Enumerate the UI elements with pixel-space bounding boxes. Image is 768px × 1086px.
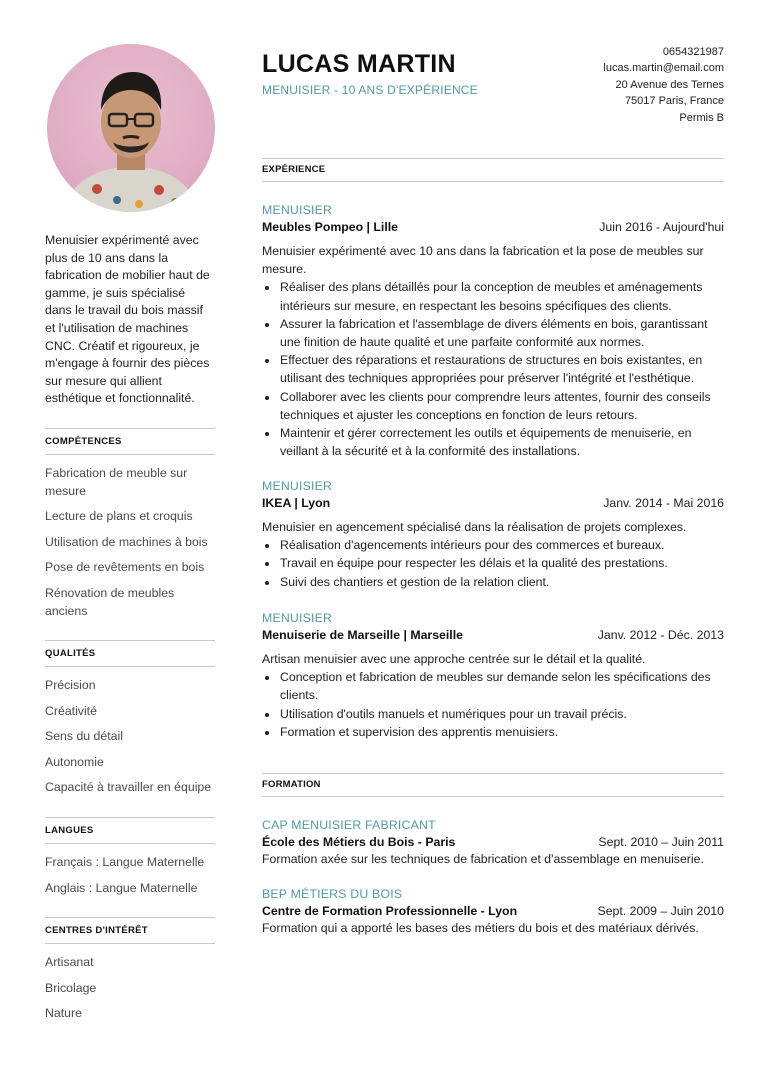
job-title: MENUISIER <box>262 611 333 625</box>
degree-title: CAP MENUISIER FABRICANT <box>262 818 436 832</box>
person-portrait-image <box>47 44 215 212</box>
list-item: • Réalisation d'agencements intérieurs pour des commerces et bureaux. <box>279 536 724 554</box>
education-description: Formation qui a apporté les bases des métiers du bois et des matériaux dérivés. <box>262 921 699 935</box>
degree-title: BEP MÉTIERS DU BOIS <box>262 887 403 901</box>
email: lucas.martin@email.com <box>603 62 724 75</box>
list-item: • Effectuer des réparations et restaurations de structures en bois existantes, en utilisant des techniques appropriées pour préserver l'intégrité et l'esthétique. <box>279 351 724 387</box>
interest-item: Bricolage <box>45 980 97 995</box>
list-item: • Utilisation d'outils manuels et numériques pour un travail précis. <box>279 705 724 723</box>
skill-item: Rénovation de meubles anciens <box>45 585 175 618</box>
job-description: Menuisier expérimenté avec 10 ans dans la fabrication et la pose de meubles sur mesure. <box>262 244 704 277</box>
experience-header <box>262 158 724 182</box>
languages-section <box>45 817 215 897</box>
job-bullets <box>262 278 724 460</box>
quality-item: Sens du détail <box>45 729 123 744</box>
skill-item: Utilisation de machines à bois <box>45 534 208 549</box>
profile-summary: Menuisier expérimenté avec plus de 10 ans dans la fabrication de mobilier haut de gamme, je suis spécialisé dans le travail du bois massif et l'utilisation de machines CNC. Créatif et rigoureux, je m'engage à fournir des pièces sur mesure qui allient esthétique et fonctionnalité. <box>45 233 210 406</box>
quality-item: Créativité <box>45 703 97 718</box>
job-dates: Janv. 2012 - Déc. 2013 <box>597 628 724 642</box>
candidate-subtitle: MENUISIER - 10 ANS D'EXPÉRIENCE <box>262 83 478 97</box>
education-entry <box>262 818 724 868</box>
job-company: Meubles Pompeo | Lille <box>262 220 398 234</box>
job-description: Artisan menuisier avec une approche centrée sur le détail et la qualité. <box>262 652 646 666</box>
education-dates: Sept. 2010 – Juin 2011 <box>598 835 724 849</box>
sidebar <box>45 44 215 1031</box>
job-dates: Janv. 2014 - Mai 2016 <box>603 496 724 510</box>
language-item: Français : Langue Maternelle <box>45 855 205 870</box>
quality-item: Capacité à travailler en équipe <box>45 780 212 795</box>
job-entry <box>262 479 724 591</box>
education-title: FORMATION <box>262 779 321 790</box>
main-content <box>262 44 724 935</box>
education-entry <box>262 887 724 937</box>
list-item: • Conception et fabrication de meubles sur demande selon les spécifications des clients. <box>279 668 724 704</box>
job-entry <box>262 611 724 741</box>
school-name: École des Métiers du Bois - Paris <box>262 835 456 849</box>
quality-item: Autonomie <box>45 754 104 769</box>
list-item: • Maintenir et gérer correctement les outils et équipements de menuiserie, en veillant à la sécurité et à la conformité des installations. <box>279 424 724 460</box>
interest-item: Artisanat <box>45 955 94 970</box>
job-entry <box>262 203 724 460</box>
list-item: • Réaliser des plans détaillés pour la conception de meubles et aménagements intérieurs sur mesure, en respectant les besoins spécifiques des clients. <box>279 278 724 314</box>
job-title: MENUISIER <box>262 203 333 217</box>
profile-photo <box>47 44 215 212</box>
languages-title: LANGUES <box>45 825 94 837</box>
skill-item: Lecture de plans et croquis <box>45 509 193 524</box>
skill-item: Fabrication de meuble sur mesure <box>45 465 188 498</box>
experience-title: EXPÉRIENCE <box>262 164 326 175</box>
job-dates: Juin 2016 - Aujourd'hui <box>599 220 724 234</box>
job-bullets <box>262 536 724 591</box>
interests-title: CENTRES D'INTÉRÊT <box>45 925 148 937</box>
job-company: IKEA | Lyon <box>262 496 331 510</box>
skills-title: COMPÉTENCES <box>45 435 122 447</box>
interests-section <box>45 917 215 1023</box>
qualities-section <box>45 640 215 797</box>
school-name: Centre de Formation Professionnelle - Lyon <box>262 904 518 918</box>
candidate-name: LUCAS MARTIN <box>262 50 456 78</box>
list-item: • Travail en équipe pour respecter les délais et la qualité des prestations. <box>279 554 724 572</box>
interest-item: Nature <box>45 1006 82 1021</box>
skill-item: Pose de revêtements en bois <box>45 560 205 575</box>
education-dates: Sept. 2009 – Juin 2010 <box>597 904 724 918</box>
education-description: Formation axée sur les techniques de fabrication et d'assemblage en menuiserie. <box>262 852 704 866</box>
language-item: Anglais : Langue Maternelle <box>45 880 198 895</box>
quality-item: Précision <box>45 678 96 693</box>
job-bullets <box>262 668 724 741</box>
list-item: • Suivi des chantiers et gestion de la relation client. <box>279 573 724 591</box>
education-header <box>262 773 724 797</box>
qualities-title: QUALITÉS <box>45 648 96 660</box>
phone: 0654321987 <box>662 46 724 58</box>
driving-license: Permis B <box>679 111 724 124</box>
list-item: • Collaborer avec les clients pour comprendre leurs attentes, fournir des conseils techniques et ajuster les conceptions en fonction de leurs retours. <box>279 388 724 424</box>
list-item: • Assurer la fabrication et l'assemblage de divers éléments en bois, garantissant une finition de haute qualité et une parfaite conformité aux normes. <box>279 315 724 351</box>
address-city: 75017 Paris, France <box>624 95 724 108</box>
address-street: 20 Avenue des Ternes <box>615 78 724 91</box>
job-company: Menuiserie de Marseille | Marseille <box>262 628 463 642</box>
list-item: • Formation et supervision des apprentis menuisiers. <box>279 723 724 741</box>
contact-block <box>603 44 724 126</box>
job-description: Menuisier en agencement spécialisé dans la réalisation de projets complexes. <box>262 520 687 534</box>
job-title: MENUISIER <box>262 479 333 493</box>
skills-section <box>45 428 215 620</box>
